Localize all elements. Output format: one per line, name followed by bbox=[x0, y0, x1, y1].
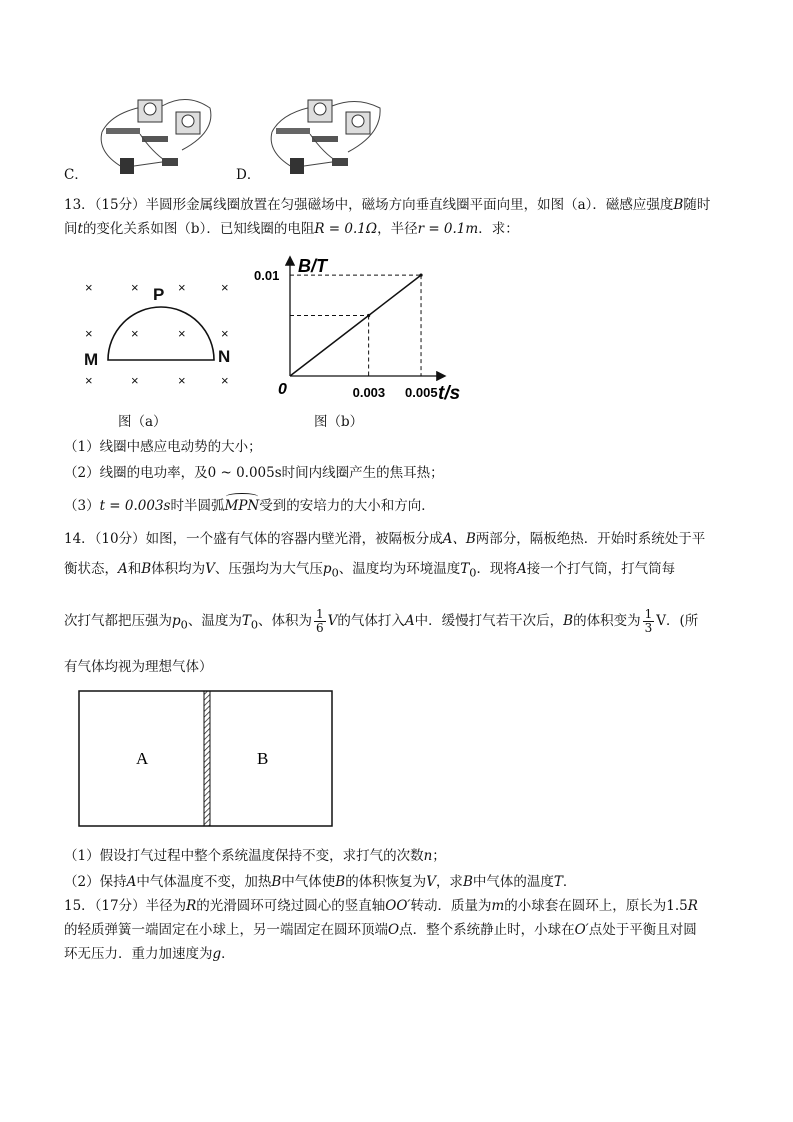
figure-b-bt-graph bbox=[248, 250, 473, 410]
figure-b-caption: 图（b） bbox=[314, 414, 364, 430]
origin-label: 0 bbox=[278, 381, 287, 398]
y-axis-label: B/T bbox=[298, 256, 327, 276]
q13-line-2: 间t的变化关系如图（b）．已知线圈的电阻R = 0.1Ω，半径r = 0.1m．求： bbox=[64, 221, 519, 237]
field-cross: × bbox=[178, 326, 186, 341]
q15-line-1: 15．（17分）半径为R的光滑圆环可绕过圆心的竖直轴OO′转动．质量为m的小球套在圆环上，原长为1.5R bbox=[64, 898, 698, 914]
q13-sub-1: （1）线圈中感应电动势的大小； bbox=[64, 439, 262, 455]
q14-sub-2: （2）保持A中气体温度不变，加热B中气体使B的体积恢复为V，求B中气体的温度T． bbox=[64, 874, 577, 890]
arc-mpn: MPN bbox=[224, 498, 260, 514]
field-cross: × bbox=[221, 373, 229, 388]
field-cross: × bbox=[85, 280, 93, 295]
q15-line-3: 环无压力．重力加速度为g． bbox=[64, 946, 235, 962]
x-axis-label: t/s bbox=[438, 383, 461, 404]
data-point bbox=[367, 314, 370, 317]
x-tick-0.003: 0.003 bbox=[352, 385, 386, 400]
q14-line-2: 衡状态，A和B体积均为V、压强均为大气压$p_0$、温度均为环境温度$T_0$．现将A接一个打气筒，打气筒每 bbox=[64, 561, 676, 580]
circuit-figure-c bbox=[92, 92, 222, 180]
x-tick-0.005: 0.005 bbox=[405, 385, 438, 400]
field-cross: × bbox=[131, 326, 139, 341]
field-cross: × bbox=[85, 373, 93, 388]
q13-sub-3: （3）t = 0.003s时半圆弧MPN受到的安培力的大小和方向． bbox=[64, 498, 435, 514]
fraction-one-third: $\frac{1}{3}$ bbox=[644, 607, 653, 635]
field-cross: × bbox=[178, 373, 186, 388]
data-point bbox=[419, 274, 422, 277]
field-cross: × bbox=[131, 280, 139, 295]
chamber-a-label: A bbox=[136, 749, 149, 768]
q13-sub-2: （2）线圈的电功率，及0 ~ 0.005s时间内线圈产生的焦耳热； bbox=[64, 465, 444, 481]
y-tick-0.01: 0.01 bbox=[254, 268, 280, 284]
point-m-label: M bbox=[84, 350, 99, 369]
q13-line-1: 13．（15分）半圆形金属线圈放置在匀强磁场中，磁场方向垂直线圈平面向里，如图（a）．磁感应强度B随时 bbox=[64, 197, 711, 213]
figure-a-semicircle-coil bbox=[76, 270, 246, 395]
option-d-label: D． bbox=[236, 167, 261, 183]
gas-container-figure bbox=[78, 690, 334, 828]
field-cross: × bbox=[221, 280, 229, 295]
q14-line-4: 有气体均视为理想气体） bbox=[64, 659, 213, 675]
bt-line bbox=[290, 275, 421, 376]
fraction-one-sixth: $\frac{1}{6}$ bbox=[316, 607, 324, 635]
option-c-label: C． bbox=[64, 167, 88, 183]
q14-line-3: 次打气都把压强为$p_0$、温度为$T_0$、体积为 $\frac{1}{6}$ V的气体打入A中．缓慢打气若干次后，B的体积变为 $\frac{1}{3}$ V．(所 bbox=[64, 607, 699, 635]
field-cross: × bbox=[178, 280, 186, 295]
field-cross: × bbox=[221, 326, 229, 341]
q15-line-2: 的轻质弹簧一端固定在小球上，另一端固定在圆环顶端O点．整个系统静止时，小球在O′点处于平衡且对圆 bbox=[64, 922, 697, 938]
circuit-figure-d bbox=[262, 92, 392, 180]
figure-a-caption: 图（a） bbox=[118, 414, 167, 430]
insulating-partition bbox=[204, 691, 210, 826]
q14-line-1: 14．（10分）如图，一个盛有气体的容器内壁光滑，被隔板分成A、B两部分，隔板绝热．开始时系统处于平 bbox=[64, 531, 706, 547]
point-n-label: N bbox=[218, 347, 231, 366]
field-cross: × bbox=[131, 373, 139, 388]
chamber-b-label: B bbox=[257, 749, 269, 768]
point-p-label: P bbox=[153, 285, 165, 304]
field-cross: × bbox=[85, 326, 93, 341]
q14-sub-1: （1）假设打气过程中整个系统温度保持不变，求打气的次数n； bbox=[64, 848, 446, 864]
